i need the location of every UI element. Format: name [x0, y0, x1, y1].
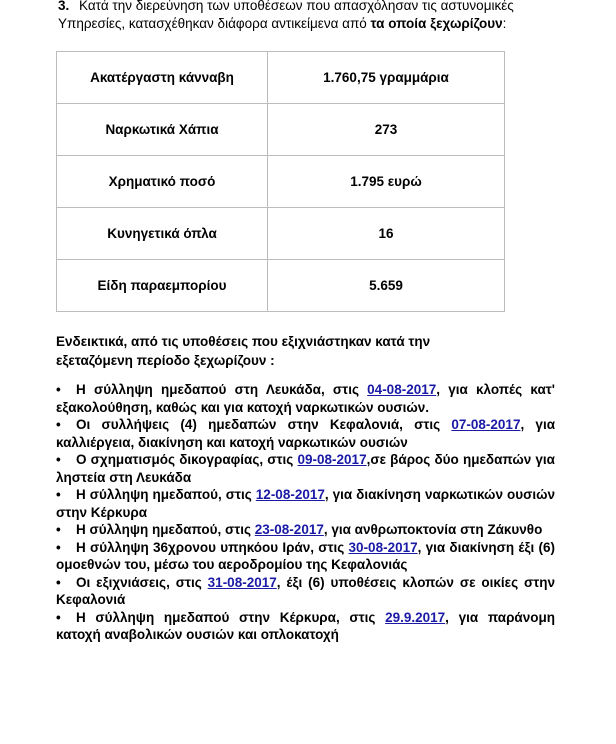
bullet-icon: •	[56, 539, 61, 555]
bullet-icon: •	[56, 522, 61, 537]
event-text: Η σύλληψη ημεδαπού στην Κέρκυρα, στις	[76, 609, 386, 625]
event-text: Η σύλληψη ημεδαπού, στις	[76, 487, 256, 502]
summary-line: Ενδεικτικά, από τις υποθέσεις που εξιχνιάστηκαν κατά την	[56, 334, 431, 349]
bullet-icon: •	[56, 609, 61, 625]
intro-paragraph	[58, 0, 558, 33]
event-text: Οι συλλήψεις (4) ημεδαπών στην Κεφαλονιά, στις	[76, 417, 452, 432]
bullet-icon: •	[56, 487, 61, 502]
intro-emphasis: τα οποία ξεχωρίζουν	[370, 16, 503, 31]
event-text: , για κλοπές κατ' εξακολούθηση, καθώς και για κατοχή ναρκωτικών ουσιών.	[56, 382, 555, 415]
table-row	[57, 260, 505, 312]
event-text: , για καλλιέργεια, διακίνηση και κατοχή ναρκωτικών ουσιών	[56, 417, 555, 450]
section-number: 3.	[58, 0, 70, 13]
item-value: 16	[268, 208, 505, 260]
list-item	[56, 539, 555, 574]
intro-text: Κατά την διερεύνηση των υποθέσεων που απασχόλησαν τις αστυνομικές Υπηρεσίες, κατασχέθηκαν διάφορα αντικείμενα από	[58, 0, 514, 31]
date-link[interactable]: 07-08-2017	[451, 417, 521, 432]
item-label: Ναρκωτικά Χάπια	[57, 104, 268, 156]
event-text: , έξι (6) υποθέσεις κλοπών σε οικίες στην Κεφαλονιά	[56, 574, 556, 607]
events-list	[56, 381, 555, 644]
date-link[interactable]: 31-08-2017	[207, 574, 277, 590]
table-row	[57, 104, 505, 156]
event-text: Οι εξιχνιάσεις, στις	[76, 574, 208, 590]
event-text: Η σύλληψη ημεδαπού στη Λευκάδα, στις	[76, 382, 368, 397]
table-row	[57, 156, 505, 208]
date-link[interactable]: 30-08-2017	[348, 539, 418, 555]
summary-line: εξεταζόμενη περίοδο ξεχωρίζουν :	[56, 353, 275, 368]
event-text: , για διακίνηση έξι (6) ομοεθνών του, μέσω του αεροδρομίου της Κεφαλονιάς	[56, 539, 555, 572]
date-link[interactable]: 29.9.2017	[385, 609, 446, 625]
event-text: Η σύλληψη ημεδαπού, στις	[76, 522, 255, 537]
list-item	[56, 381, 555, 416]
date-link[interactable]: 04-08-2017	[367, 382, 437, 397]
table-row	[57, 52, 505, 104]
item-value: 1.760,75 γραμμάρια	[268, 52, 505, 104]
event-text: , για διακίνηση ναρκωτικών ουσιών στην Κέρκυρα	[56, 487, 555, 520]
event-text: ,σε βάρος δύο ημεδαπών για ληστεία στη Λευκάδα	[56, 452, 555, 485]
list-item	[56, 486, 555, 521]
event-text: , για ανθρωποκτονία στη Ζάκυνθο	[323, 522, 543, 537]
date-link[interactable]: 09-08-2017	[297, 452, 367, 467]
list-item	[56, 451, 555, 486]
item-value: 273	[268, 104, 505, 156]
list-item	[56, 416, 555, 451]
seized-items-table	[56, 51, 505, 312]
date-link[interactable]: 23-08-2017	[254, 522, 324, 537]
event-text: Ο σχηματισμός δικογραφίας, στις	[76, 452, 298, 467]
item-value: 5.659	[268, 260, 505, 312]
item-label: Χρηματικό ποσό	[57, 156, 268, 208]
item-label: Είδη παραεμπορίου	[57, 260, 268, 312]
bullet-icon: •	[56, 452, 61, 467]
list-item	[56, 574, 555, 609]
list-item	[56, 609, 555, 644]
date-link[interactable]: 12-08-2017	[255, 487, 325, 502]
intro-end: :	[502, 16, 507, 31]
item-label: Ακατέργαστη κάνναβη	[57, 52, 268, 104]
bullet-icon: •	[56, 574, 61, 590]
event-text: , για παράνομη κατοχή αναβολικών ουσιών και οπλοκατοχή	[56, 609, 555, 642]
item-label: Κυνηγετικά όπλα	[57, 208, 268, 260]
item-value: 1.795 ευρώ	[268, 156, 505, 208]
bullet-icon: •	[56, 382, 61, 397]
bullet-icon: •	[56, 417, 61, 432]
summary-heading	[56, 332, 556, 370]
table-row	[57, 208, 505, 260]
event-text: Η σύλληψη 36χρονου υπηκόου Ιράν, στις	[76, 539, 349, 555]
list-item	[56, 521, 555, 539]
